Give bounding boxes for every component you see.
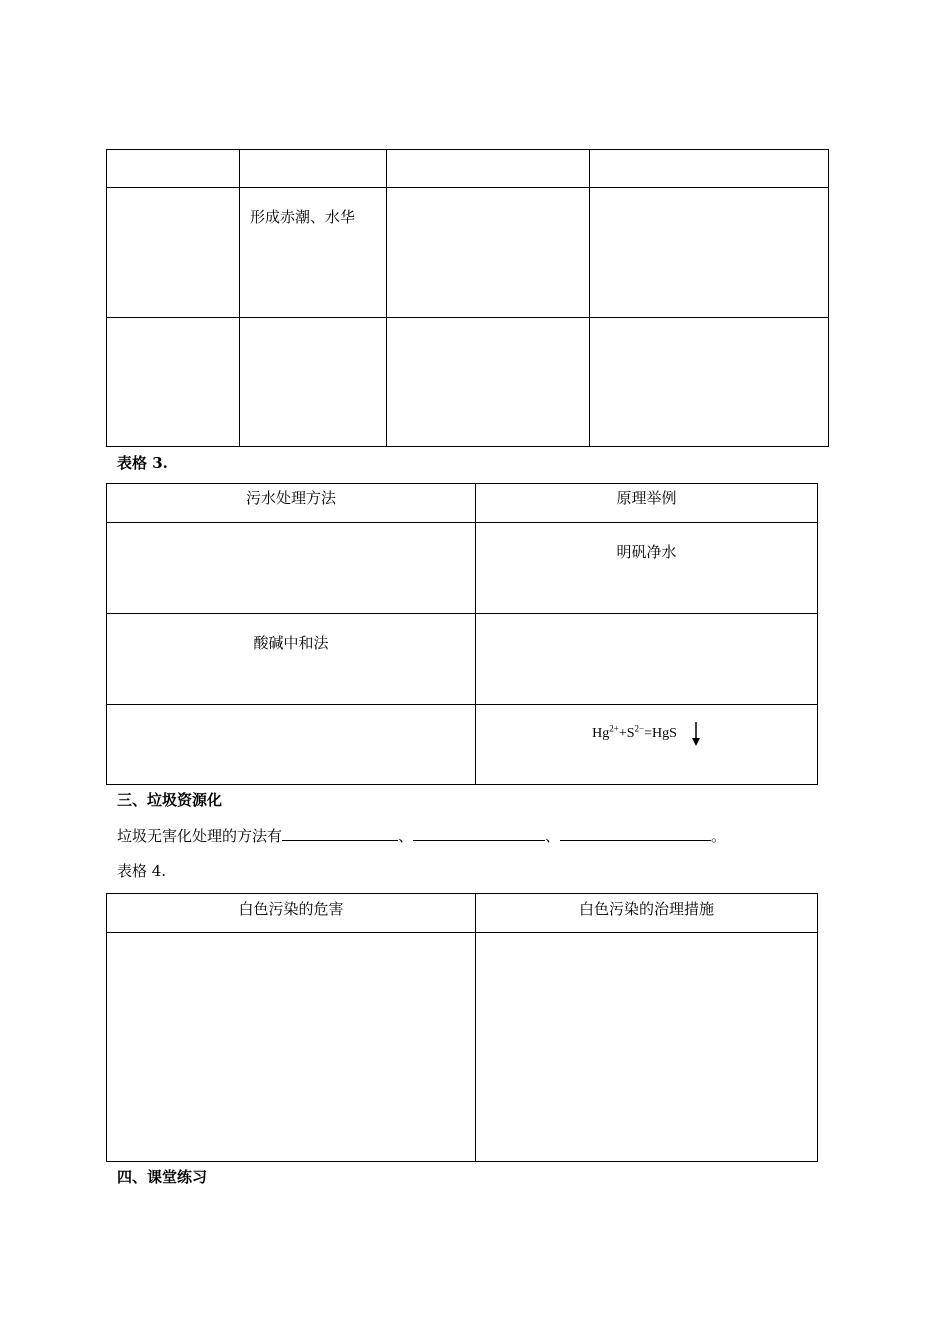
table-row [107, 614, 818, 705]
table-header-cell: 白色污染的治理措施 [476, 894, 818, 933]
table-cell: 酸碱中和法 [107, 614, 476, 705]
table-cell [476, 933, 818, 1162]
table-header-cell: 污水处理方法 [107, 484, 476, 523]
table-row [107, 188, 829, 318]
table-cell [476, 705, 818, 785]
table-cell [107, 523, 476, 614]
table-4 [106, 893, 818, 1162]
chemical-equation: $Hg^{2+}+S^{2-}=HgS$ [592, 723, 677, 741]
table-cell [590, 188, 829, 318]
blank-1[interactable] [282, 826, 398, 841]
table-cell: 明矾净水 [476, 523, 818, 614]
down-arrow-icon [691, 721, 701, 747]
table-3-caption: 表格 3. [117, 454, 168, 472]
table-header-cell: 白色污染的危害 [107, 894, 476, 933]
table-row [107, 318, 829, 447]
table-4-caption: 表格 4. [117, 862, 167, 880]
table-cell [240, 150, 387, 188]
table-header-cell: 原理举例 [476, 484, 818, 523]
table-row [107, 150, 829, 188]
table-header-row [107, 484, 818, 523]
fill-in-sentence: 垃圾无害化处理的方法有 、 、 。 [117, 827, 727, 845]
table-cell [387, 318, 590, 447]
table-cell [107, 150, 240, 188]
table-cell [107, 188, 240, 318]
table-cell [387, 150, 590, 188]
table-cell [476, 614, 818, 705]
table-row [107, 705, 818, 785]
table-3 [106, 483, 818, 785]
table-row [107, 523, 818, 614]
table-cell [107, 705, 476, 785]
table-cell [590, 318, 829, 447]
table-cell [107, 318, 240, 447]
table-cell [240, 318, 387, 447]
section-3-title: 三、垃圾资源化 [117, 791, 223, 809]
table-row [107, 933, 818, 1162]
table-header-row [107, 894, 818, 933]
table-cell [107, 933, 476, 1162]
section-4-title: 四、课堂练习 [117, 1168, 208, 1186]
table-cell [590, 150, 829, 188]
blank-3[interactable] [560, 826, 711, 841]
table-2 [106, 149, 829, 447]
table-cell [387, 188, 590, 318]
blank-2[interactable] [413, 826, 545, 841]
table-cell: 形成赤潮、水华 [240, 188, 387, 318]
